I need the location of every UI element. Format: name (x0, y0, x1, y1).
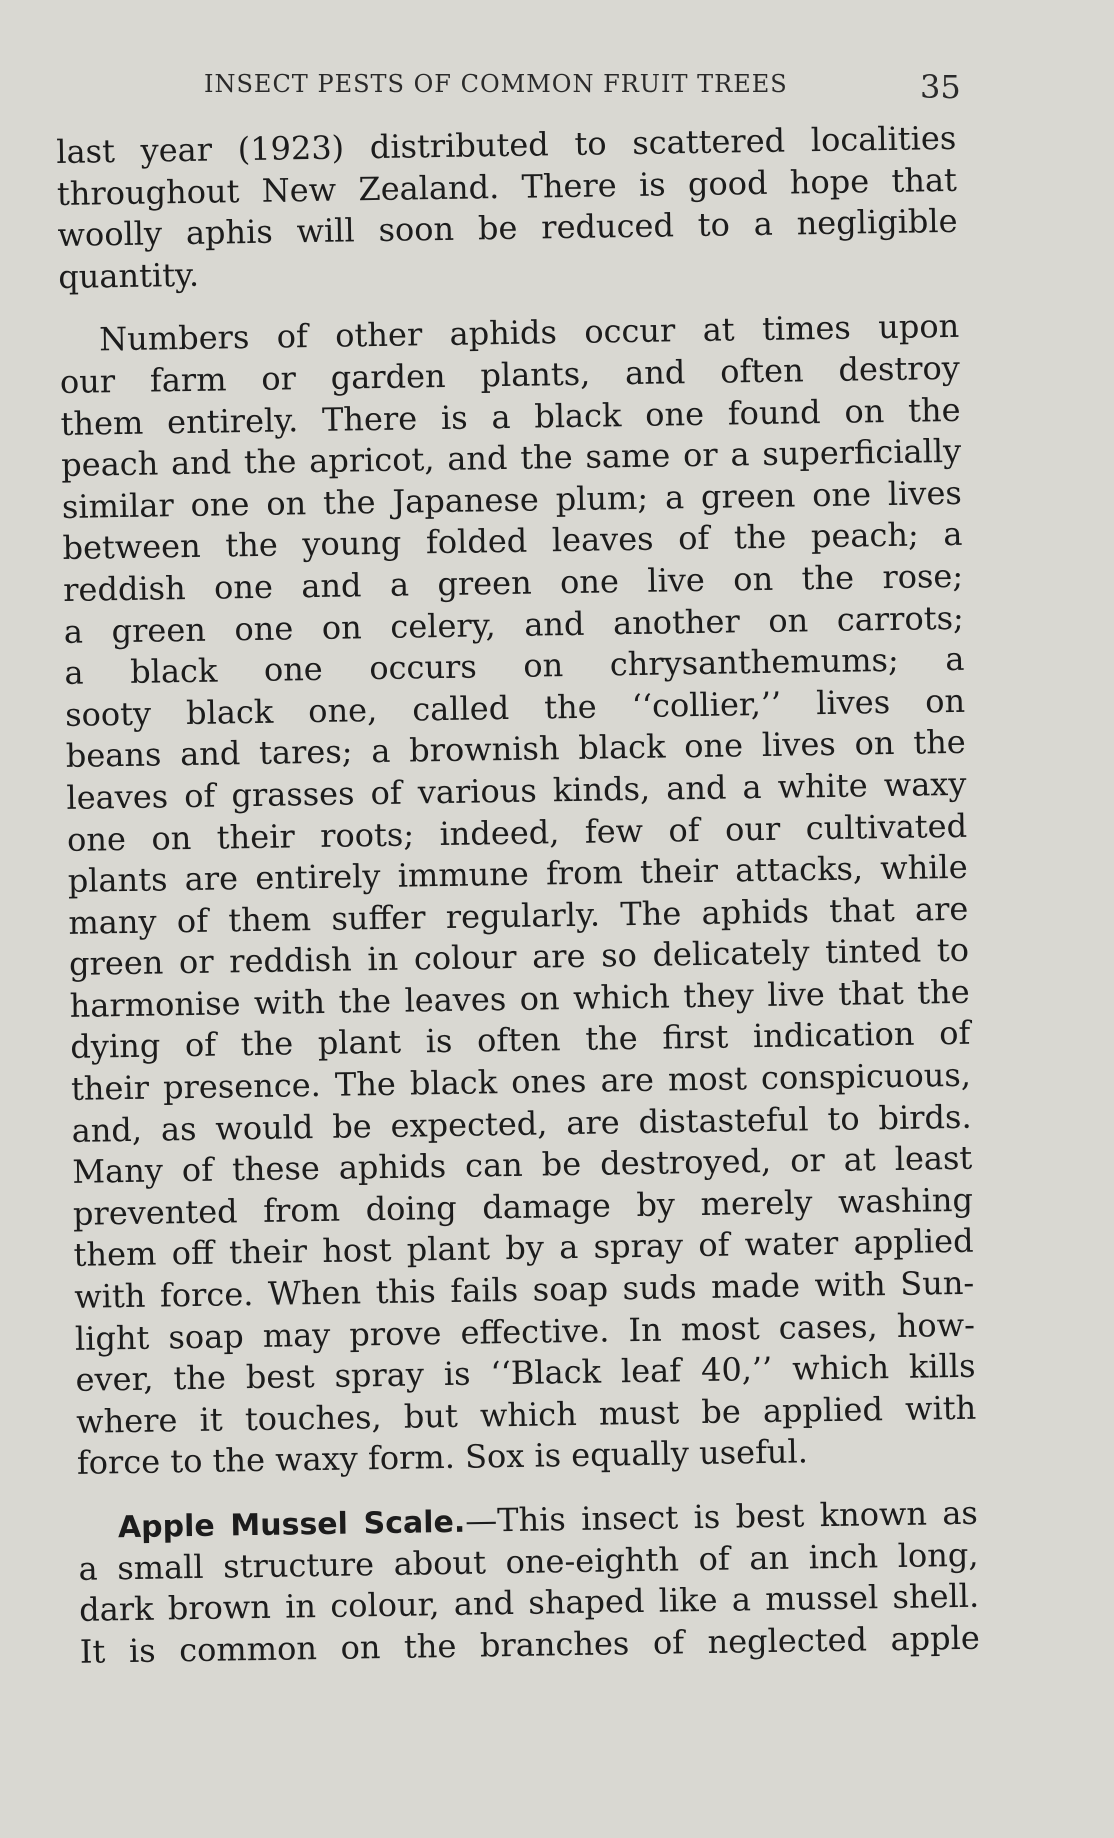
text-line: their presence. The black ones are most conspicuous, (70, 1055, 972, 1108)
text-line: Many of these aphids can be destroyed, or at least (72, 1138, 973, 1192)
text-line: where it touches, but which must be applied with (75, 1388, 977, 1441)
text-line: between the young folded leaves of the peach; a (62, 515, 963, 568)
text-line: force to the waxy form. Sox is equally useful. (76, 1432, 809, 1483)
text-line: ever, the best spray is ‘‘Black leaf 40,’’ which kills (75, 1346, 976, 1400)
text-line: quantity. (57, 255, 200, 296)
section-heading: Apple Mussel Scale. (117, 1504, 466, 1546)
running-title: INSECT PESTS OF COMMON FRUIT TREES (204, 70, 788, 98)
page-number: 35 (920, 68, 961, 106)
text-line: plants are entirely immune from their attacks, while (67, 847, 968, 900)
text-line: beans and tares; a brownish black one lives on the (65, 723, 966, 776)
text-line: woolly aphis will soon be reduced to a negligible (57, 202, 958, 255)
text-line: green or reddish in colour are so delicately tinted to (68, 931, 970, 984)
text-line: leaves of grasses of various kinds, and a white waxy (66, 764, 967, 817)
text-line: a black one occurs on chrysanthemums; a (64, 639, 965, 693)
text-line: prevented from doing damage by merely washing (72, 1180, 974, 1233)
text-line: many of them suffer regularly. The aphids that are (68, 889, 969, 942)
text-line: and, as would be expected, are distasteful to birds. (71, 1097, 972, 1150)
text-line: them entirely. There is a black one found on the (60, 390, 961, 443)
text-line: last year (1923) distributed to scattered localities (56, 118, 957, 171)
text-line: our farm or garden plants, and often destroy (59, 348, 961, 401)
text-line: one on their roots; indeed, few of our cultivated (66, 806, 968, 859)
body-text (56, 118, 980, 1673)
text-line: them off their host plant by a spray of water applied (73, 1222, 974, 1275)
text-line: reddish one and a green one live on the rose; (62, 556, 964, 609)
text-line: a green one on celery, and another on carrots; (63, 598, 965, 651)
text-line: sooty black one, called the ‘‘collier,’’ lives on (64, 681, 966, 734)
text-line: light soap may prove effective. In most cases, how- (74, 1305, 976, 1358)
text-line: Numbers of other aphids occur at times upon (98, 307, 960, 359)
text-line: with force. When this fails soap suds made with Sun- (74, 1263, 975, 1316)
text-line: throughout New Zealand. There is good hope that (56, 160, 958, 213)
text-line: peach and the apricot, and the same or a superficially (60, 431, 962, 485)
text-line: harmonise with the leaves on which they live that the (69, 972, 970, 1025)
text-line: dark brown in colour, and shaped like a mussel shell. (78, 1576, 980, 1630)
text-line: It is common on the branches of neglected apple (79, 1618, 981, 1671)
text-line: similar one on the Japanese plum; a green one lives (61, 473, 963, 526)
section-first-line-text: —This insect is best known as (464, 1493, 979, 1540)
text-line: a small structure about one-eighth of an inch long, (78, 1535, 979, 1588)
text-line: dying of the plant is often the first indication of (70, 1014, 971, 1067)
